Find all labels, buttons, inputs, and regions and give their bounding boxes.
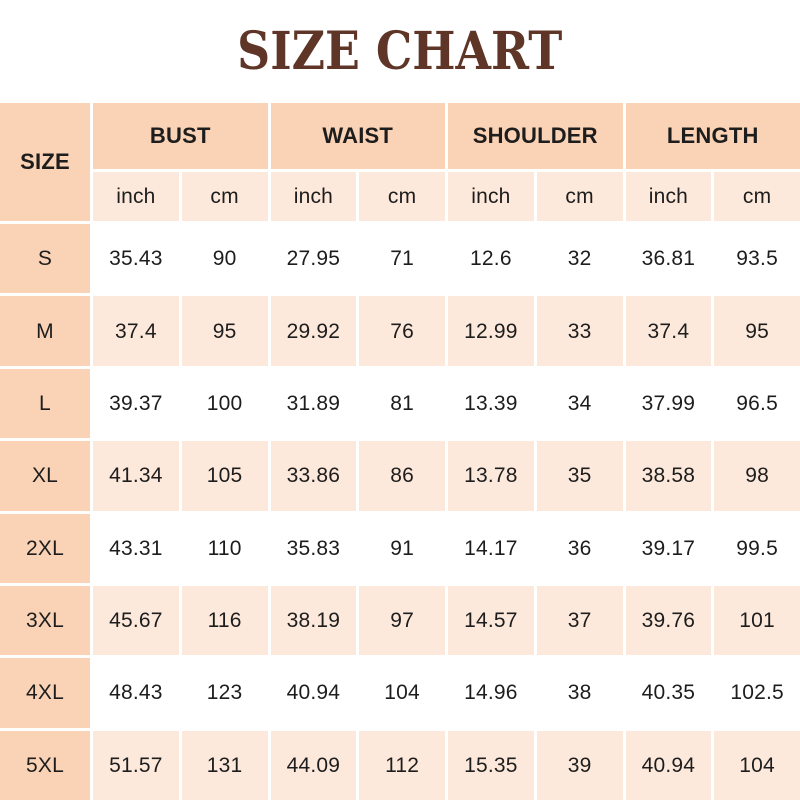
- size-value-cell: 104: [359, 658, 445, 727]
- size-value-cell: 12.6: [448, 224, 534, 293]
- size-value-cell: 86: [359, 441, 445, 510]
- size-value-cell: 96.5: [714, 369, 800, 438]
- size-value-cell: 105: [182, 441, 268, 510]
- size-value-cell: 38.19: [271, 586, 357, 655]
- size-value-cell: 44.09: [271, 731, 357, 800]
- size-value-cell: 100: [182, 369, 268, 438]
- size-value-cell: 95: [182, 296, 268, 365]
- unit-header-bust-cm: cm: [182, 172, 268, 221]
- size-value-cell: 29.92: [271, 296, 357, 365]
- size-value-cell: 39.17: [626, 514, 712, 583]
- size-value-cell: 13.39: [448, 369, 534, 438]
- column-group-waist: WAIST: [271, 103, 446, 169]
- size-value-cell: 39.76: [626, 586, 712, 655]
- size-value-cell: 27.95: [271, 224, 357, 293]
- size-value-cell: 35.83: [271, 514, 357, 583]
- size-value-cell: 104: [714, 731, 800, 800]
- size-value-cell: 35.43: [93, 224, 179, 293]
- size-value-cell: 51.57: [93, 731, 179, 800]
- size-value-cell: 95: [714, 296, 800, 365]
- size-table: [0, 103, 800, 800]
- size-value-cell: 14.96: [448, 658, 534, 727]
- size-value-cell: 37.4: [93, 296, 179, 365]
- unit-header-length-cm: cm: [714, 172, 800, 221]
- row-size-label: 2XL: [0, 514, 90, 583]
- size-value-cell: 90: [182, 224, 268, 293]
- size-value-cell: 12.99: [448, 296, 534, 365]
- size-value-cell: 37: [537, 586, 623, 655]
- unit-header-bust-inch: inch: [93, 172, 179, 221]
- size-value-cell: 40.94: [626, 731, 712, 800]
- size-value-cell: 38.58: [626, 441, 712, 510]
- size-value-cell: 81: [359, 369, 445, 438]
- row-size-label: S: [0, 224, 90, 293]
- size-value-cell: 40.35: [626, 658, 712, 727]
- size-value-cell: 39.37: [93, 369, 179, 438]
- column-group-shoulder: SHOULDER: [448, 103, 623, 169]
- size-value-cell: 15.35: [448, 731, 534, 800]
- row-size-label: L: [0, 369, 90, 438]
- unit-header-shoulder-inch: inch: [448, 172, 534, 221]
- size-value-cell: 13.78: [448, 441, 534, 510]
- size-value-cell: 38: [537, 658, 623, 727]
- row-size-label: 4XL: [0, 658, 90, 727]
- size-value-cell: 33.86: [271, 441, 357, 510]
- size-value-cell: 36: [537, 514, 623, 583]
- size-value-cell: 14.17: [448, 514, 534, 583]
- size-value-cell: 71: [359, 224, 445, 293]
- size-value-cell: 99.5: [714, 514, 800, 583]
- size-column-header: SIZE: [0, 103, 90, 221]
- size-value-cell: 36.81: [626, 224, 712, 293]
- size-value-cell: 43.31: [93, 514, 179, 583]
- size-value-cell: 101: [714, 586, 800, 655]
- unit-header-waist-cm: cm: [359, 172, 445, 221]
- size-value-cell: 40.94: [271, 658, 357, 727]
- size-value-cell: 37.99: [626, 369, 712, 438]
- size-value-cell: 98: [714, 441, 800, 510]
- size-value-cell: 123: [182, 658, 268, 727]
- column-group-bust: BUST: [93, 103, 268, 169]
- size-value-cell: 39: [537, 731, 623, 800]
- size-value-cell: 76: [359, 296, 445, 365]
- size-value-cell: 97: [359, 586, 445, 655]
- size-value-cell: 45.67: [93, 586, 179, 655]
- row-size-label: 3XL: [0, 586, 90, 655]
- size-value-cell: 116: [182, 586, 268, 655]
- title-band: [0, 0, 800, 103]
- size-value-cell: 31.89: [271, 369, 357, 438]
- page-title: SIZE CHART: [237, 20, 563, 82]
- size-value-cell: 35: [537, 441, 623, 510]
- size-value-cell: 41.34: [93, 441, 179, 510]
- size-value-cell: 110: [182, 514, 268, 583]
- size-value-cell: 131: [182, 731, 268, 800]
- unit-header-shoulder-cm: cm: [537, 172, 623, 221]
- column-group-length: LENGTH: [626, 103, 800, 169]
- size-value-cell: 32: [537, 224, 623, 293]
- unit-header-length-inch: inch: [626, 172, 712, 221]
- size-value-cell: 33: [537, 296, 623, 365]
- row-size-label: M: [0, 296, 90, 365]
- row-size-label: XL: [0, 441, 90, 510]
- size-value-cell: 93.5: [714, 224, 800, 293]
- size-value-cell: 48.43: [93, 658, 179, 727]
- size-value-cell: 91: [359, 514, 445, 583]
- size-value-cell: 37.4: [626, 296, 712, 365]
- size-value-cell: 14.57: [448, 586, 534, 655]
- size-value-cell: 34: [537, 369, 623, 438]
- row-size-label: 5XL: [0, 731, 90, 800]
- size-value-cell: 112: [359, 731, 445, 800]
- unit-header-waist-inch: inch: [271, 172, 357, 221]
- size-value-cell: 102.5: [714, 658, 800, 727]
